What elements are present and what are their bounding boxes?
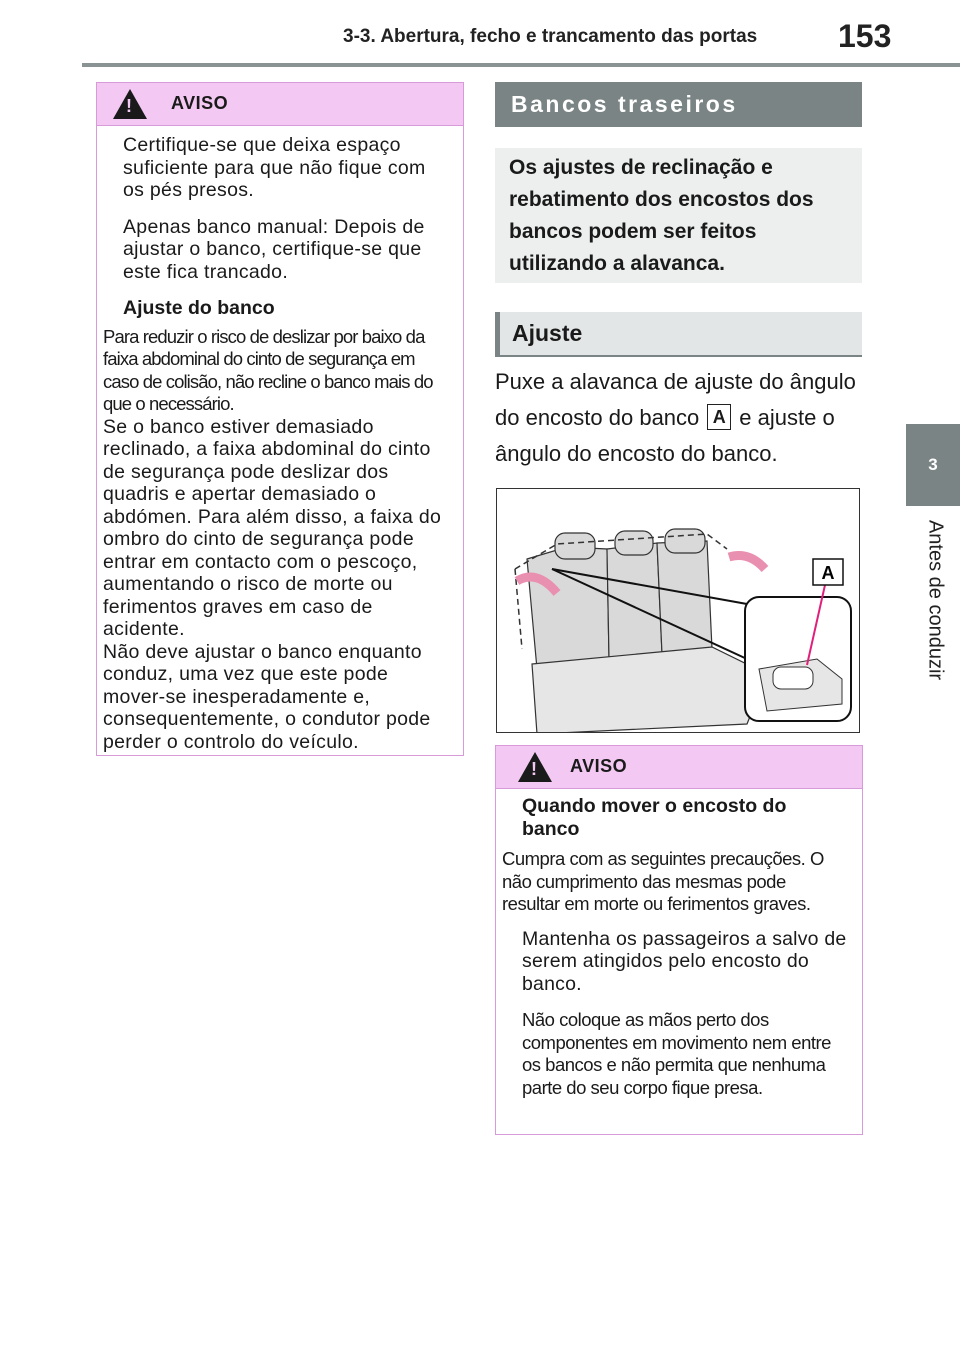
chapter-tab: 3 [906,424,960,506]
warning-title: AVISO [570,756,628,776]
warning-paragraph: Se o banco estiver demasiado reclinado, a faixa abdominal do cinto de segurança pode deslizar dos quadris e apertar demasiado o abdómen. Para além disso, a faixa do ombro do cinto de segurança pode entrar em contacto com o pescoço, aumentando o risco de morte ou ferimentos graves em caso de acidente. [103,415,442,640]
instruction-text-part: e ajuste o ângulo do encosto do banco. [495,405,835,466]
warning-intro: Cumpra com as seguintes precauções. O não cumprimento das mesmas pode resultar em morte ou ferimentos graves. [502,848,824,914]
warning-header [97,83,463,126]
warning-subheading: Quando mover o encosto do banco [522,795,787,840]
subsection-heading: Ajuste [495,312,862,357]
warning-paragraph: Não deve ajustar o banco enquanto conduz, uma vez que este pode mover-se inesperadamente e, consequentemente, o condutor pode perder o controlo do veículo. [103,640,431,753]
warning-paragraph: Para reduzir o risco de deslizar por baixo da faixa abdominal do cinto de segurança em caso de colisão, não recline o banco mais do que o necessário. [103,325,433,414]
warning-item: Mantenha os passageiros a salvo de serem atingidos pelo encosto do banco. [522,927,847,995]
summary-box: Os ajustes de reclinação e rebatimento dos encostos dos bancos podem ser feitos utilizando a alavanca. [495,148,862,283]
warning-triangle-icon [518,752,552,782]
warning-item: Não coloque as mãos perto dos componentes em movimento nem entre os bancos e não permita que nenhuma parte do seu corpo fique presa. [522,1009,831,1098]
instruction-text [495,364,875,472]
section-heading: Bancos traseiros [495,82,862,127]
warning-header [496,746,862,789]
header-rule [82,63,960,67]
rear-seat-illustration [496,488,860,733]
section-header-title: 3-3. Abertura, fecho e trancamento das portas [343,26,758,47]
warning-title: AVISO [171,93,229,113]
warning-triangle-icon [113,89,147,119]
left-warning-box [96,82,464,756]
page-number: 153 [838,18,892,54]
instruction-text-part: Puxe a alavanca de ajuste do ângulo do encosto do banco [495,369,856,430]
rear-seat-drawing [497,489,860,733]
right-warning-box [495,745,863,1135]
label-a-callout: A [707,404,731,430]
warning-item: Apenas banco manual: Depois de ajustar o banco, certifique-se que este fica trancado. [123,215,425,283]
figure-label-a: A [821,563,835,583]
warning-item: Certifique-se que deixa espaço suficiente para que não fique com os pés presos. [123,134,426,201]
warning-subheading: Ajuste do banco [123,297,275,319]
chapter-title: Antes de conduzir [924,519,947,681]
